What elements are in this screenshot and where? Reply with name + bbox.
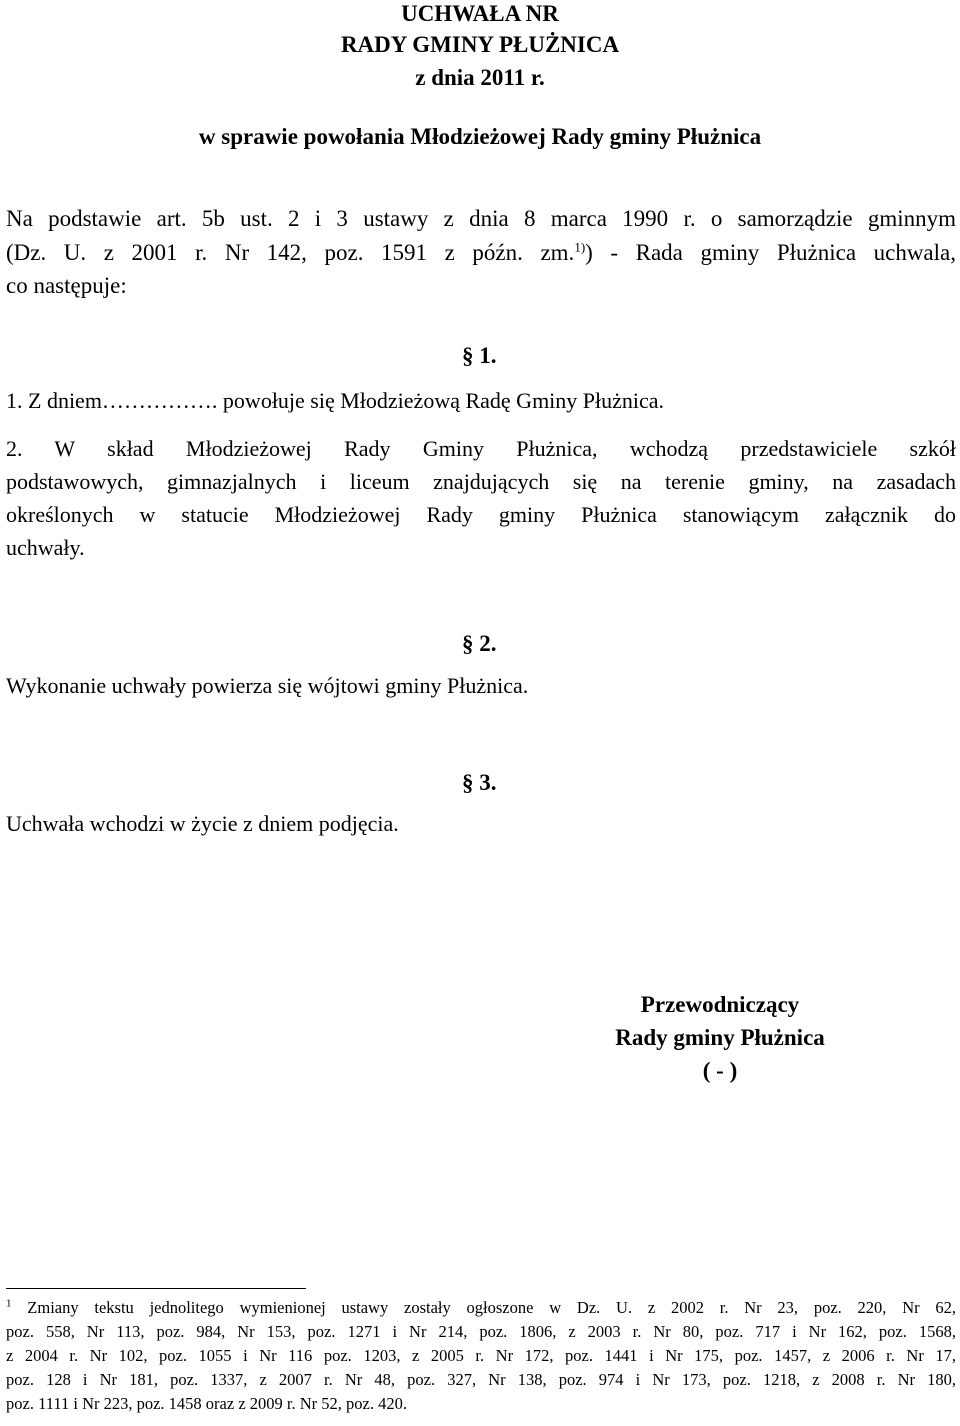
section-1-paragraph-2-line-3: określonych w statucie Młodzieżowej Rady gminy Płużnica stanowiącym załącznik do [6, 502, 956, 527]
issuing-body: RADY GMINY PŁUŻNICA [340, 32, 620, 57]
section-1-paragraph-1: 1. Z dniem……………. powołuje się Młodzieżową Radę Gminy Płużnica. [6, 388, 665, 413]
document-subject: w sprawie powołania Młodzieżowej Rady gminy Płużnica [198, 124, 762, 149]
section-1-paragraph-2-line-2: podstawowych, gimnazjalnych i liceum znajdujących się na terenie gminy, na zasadach [6, 469, 956, 494]
footnote-line-4: poz. 128 i Nr 181, poz. 1337, z 2007 r. Nr 48, poz. 327, Nr 138, poz. 974 i Nr 173, poz. 1218, z 2008 r. Nr 180, [6, 1370, 956, 1389]
signature-mark: ( - ) [702, 1058, 738, 1083]
document-title: UCHWAŁA NR [401, 1, 559, 26]
section-2-heading: § 2. [462, 631, 497, 656]
section-1-heading: § 1. [462, 343, 497, 368]
section-1-paragraph-2-line-4: uchwały. [6, 535, 85, 560]
preamble-line-3: co następuje: [6, 273, 127, 298]
preamble-resolution: ) - Rada gminy Płużnica uchwala, [585, 240, 956, 265]
footnote-line-1 [6, 1296, 956, 1320]
preamble-line-1: Na podstawie art. 5b ust. 2 i 3 ustawy z dnia 8 marca 1990 r. o samorządzie gminnym [6, 206, 956, 231]
section-2-text: Wykonanie uchwały powierza się wójtowi gminy Płużnica. [6, 673, 529, 698]
section-3-text: Uchwała wchodzi w życie z dniem podjęcia. [6, 811, 399, 836]
section-1-paragraph-2-line-1: 2. W skład Młodzieżowej Rady Gminy Płużnica, wchodzą przedstawiciele szkół [6, 436, 956, 461]
footnote-reference: 1) [574, 239, 586, 255]
preamble-line-2 [6, 237, 956, 269]
section-3-heading: § 3. [462, 770, 497, 795]
preamble-legal-basis: (Dz. U. z 2001 r. Nr 142, poz. 1591 z późn. zm. [6, 240, 575, 265]
footnote-text-1: Zmiany tekstu jednolitego wymienionej ustawy zostały ogłoszone w Dz. U. z 2002 r. Nr 23, poz. 220, Nr 62, [27, 1298, 957, 1317]
footnote-line-2: poz. 558, Nr 113, poz. 984, Nr 153, poz. 1271 i Nr 214, poz. 1806, z 2003 r. Nr 80, poz. 717 i Nr 162, poz. 1568, [6, 1322, 956, 1341]
document-date: z dnia 2011 r. [415, 65, 545, 90]
signature-title: Przewodniczący [640, 992, 800, 1017]
footnote-line-3: z 2004 r. Nr 102, poz. 1055 i Nr 116 poz. 1203, z 2005 r. Nr 172, poz. 1441 i Nr 175, poz. 1457, z 2006 r. Nr 17, [6, 1346, 956, 1365]
signature-body: Rady gminy Płużnica [615, 1025, 825, 1050]
footnote-line-5: poz. 1111 i Nr 223, poz. 1458 oraz z 2009 r. Nr 52, poz. 420. [6, 1394, 407, 1413]
footnote-separator [6, 1288, 306, 1289]
footnote-marker: 1 [6, 1297, 12, 1310]
